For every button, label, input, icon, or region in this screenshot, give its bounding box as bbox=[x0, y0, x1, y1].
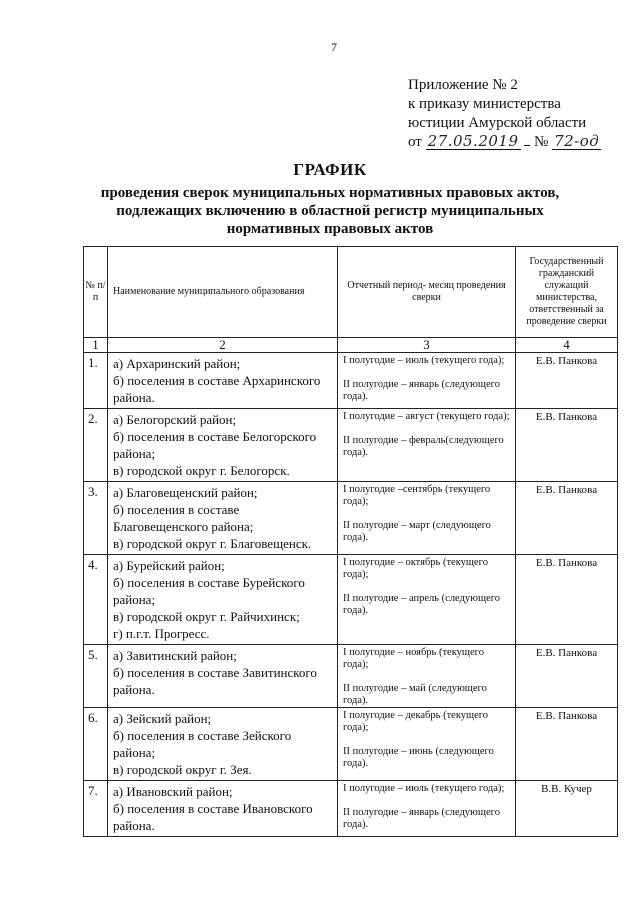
header-responsible: Государственный гражданский служащий министерства, ответственный за проведение сверки bbox=[516, 247, 618, 338]
table-row bbox=[84, 555, 618, 645]
period-second-half: II полугодие – январь (следующего года). bbox=[343, 807, 500, 830]
period-cell bbox=[338, 645, 516, 708]
period-first-half: I полугодие – декабрь (текущего года); bbox=[343, 710, 489, 733]
municipality-cell bbox=[108, 555, 338, 645]
municipality-line: в) городской округ г. Белогорск. bbox=[113, 463, 290, 478]
period-cell bbox=[338, 482, 516, 555]
period-cell bbox=[338, 353, 516, 409]
table-row bbox=[84, 645, 618, 708]
document-title-block bbox=[80, 160, 580, 238]
municipality-line: а) Бурейский район; bbox=[113, 558, 225, 573]
document-subtitle-line-3: нормативных правовых актов bbox=[226, 221, 434, 237]
period-second-half: II полугодие – май (следующего года). bbox=[343, 683, 487, 706]
municipality-line: а) Белогорский район; bbox=[113, 412, 237, 427]
number-prefix: № bbox=[534, 134, 549, 150]
table-header-row bbox=[84, 247, 618, 338]
column-index: 1 bbox=[84, 338, 108, 353]
period-second-half: II полугодие – март (следующего года). bbox=[343, 520, 491, 543]
municipality-line: б) поселения в составе Ивановского района. bbox=[113, 801, 313, 833]
table-row bbox=[84, 353, 618, 409]
municipality-cell bbox=[108, 645, 338, 708]
period-first-half: I полугодие – июль (текущего года); bbox=[343, 783, 505, 794]
municipality-line: б) поселения в составе Бурейского района; bbox=[113, 575, 305, 607]
row-number: 5. bbox=[84, 645, 108, 708]
period-first-half: I полугодие – ноябрь (текущего года); bbox=[343, 647, 484, 670]
municipality-cell bbox=[108, 482, 338, 555]
period-second-half: II полугодие – февраль(следующего года). bbox=[343, 435, 504, 458]
municipality-line: а) Завитинский район; bbox=[113, 648, 237, 663]
responsible-cell: Е.В. Панкова bbox=[516, 409, 618, 482]
municipality-line: а) Зейский район; bbox=[113, 711, 212, 726]
municipality-cell bbox=[108, 353, 338, 409]
handwritten-date: 27.05.2019 bbox=[427, 132, 519, 150]
municipality-line: а) Благовещенский район; bbox=[113, 485, 258, 500]
table-row bbox=[84, 409, 618, 482]
responsible-cell: Е.В. Панкова bbox=[516, 482, 618, 555]
responsible-cell: Е.В. Панкова bbox=[516, 645, 618, 708]
responsible-cell: Е.В. Панкова bbox=[516, 353, 618, 409]
period-cell bbox=[338, 708, 516, 781]
period-first-half: I полугодие – октябрь (текущего года); bbox=[343, 557, 488, 580]
municipality-line: в) городской округ г. Благовещенск. bbox=[113, 536, 312, 551]
municipality-cell bbox=[108, 708, 338, 781]
document-title: ГРАФИК bbox=[293, 160, 367, 179]
period-cell bbox=[338, 781, 516, 837]
column-index: 3 bbox=[338, 338, 516, 353]
period-first-half: I полугодие – июль (текущего года); bbox=[343, 355, 505, 366]
table-row bbox=[84, 482, 618, 555]
header-municipality: Наименование муниципального образования bbox=[108, 247, 338, 338]
handwritten-number: 72-од bbox=[554, 132, 600, 150]
row-number: 4. bbox=[84, 555, 108, 645]
period-cell bbox=[338, 409, 516, 482]
document-subtitle-line-2: подлежащих включению в областной регистр муниципальных bbox=[116, 203, 544, 219]
period-second-half: II полугодие – июнь (следующего года). bbox=[343, 746, 494, 769]
period-second-half: II полугодие – апрель (следующего года). bbox=[343, 593, 501, 616]
row-number: 1. bbox=[84, 353, 108, 409]
period-cell bbox=[338, 555, 516, 645]
header-period: Отчетный период- месяц проведения сверки bbox=[338, 247, 516, 338]
schedule-table bbox=[83, 246, 618, 837]
appendix-header bbox=[408, 76, 601, 152]
appendix-order-line: к приказу министерства bbox=[408, 96, 561, 112]
municipality-cell bbox=[108, 409, 338, 482]
appendix-ministry-line: юстиции Амурской области bbox=[408, 115, 587, 131]
document-subtitle-line-1: проведения сверок муниципальных нормативных правовых актов, bbox=[100, 185, 560, 201]
municipality-line: б) поселения в составе Белогорского района; bbox=[113, 429, 317, 461]
date-prefix: от bbox=[408, 134, 422, 150]
column-index: 2 bbox=[108, 338, 338, 353]
row-number: 6. bbox=[84, 708, 108, 781]
municipality-line: г) п.г.т. Прогресс. bbox=[113, 626, 210, 641]
responsible-cell: Е.В. Панкова bbox=[516, 708, 618, 781]
row-number: 7. bbox=[84, 781, 108, 837]
row-number: 3. bbox=[84, 482, 108, 555]
responsible-cell: В.В. Кучер bbox=[516, 781, 618, 837]
appendix-date-number-line bbox=[408, 133, 601, 152]
responsible-cell: Е.В. Панкова bbox=[516, 555, 618, 645]
table-row bbox=[84, 708, 618, 781]
municipality-line: б) поселения в составе Завитинского района. bbox=[113, 665, 317, 697]
municipality-line: а) Архаринский район; bbox=[113, 356, 241, 371]
page-number: 7 bbox=[331, 40, 337, 54]
column-index: 4 bbox=[516, 338, 618, 353]
municipality-line: б) поселения в составе Зейского района; bbox=[113, 728, 292, 760]
column-index-row bbox=[84, 338, 618, 353]
period-first-half: I полугодие – август (текущего года); bbox=[343, 411, 510, 422]
municipality-line: б) поселения в составе Архаринского района. bbox=[113, 373, 321, 405]
header-num: № п/п bbox=[84, 247, 108, 338]
period-first-half: I полугодие –сентябрь (текущего года); bbox=[343, 484, 491, 507]
row-number: 2. bbox=[84, 409, 108, 482]
municipality-line: в) городской округ г. Зея. bbox=[113, 762, 252, 777]
period-second-half: II полугодие – январь (следующего года). bbox=[343, 379, 500, 402]
municipality-line: а) Ивановский район; bbox=[113, 784, 233, 799]
table-row bbox=[84, 781, 618, 837]
municipality-line: б) поселения в составе Благовещенского района; bbox=[113, 502, 254, 534]
municipality-line: в) городской округ г. Райчихинск; bbox=[113, 609, 300, 624]
appendix-title: Приложение № 2 bbox=[408, 77, 518, 93]
municipality-cell bbox=[108, 781, 338, 837]
